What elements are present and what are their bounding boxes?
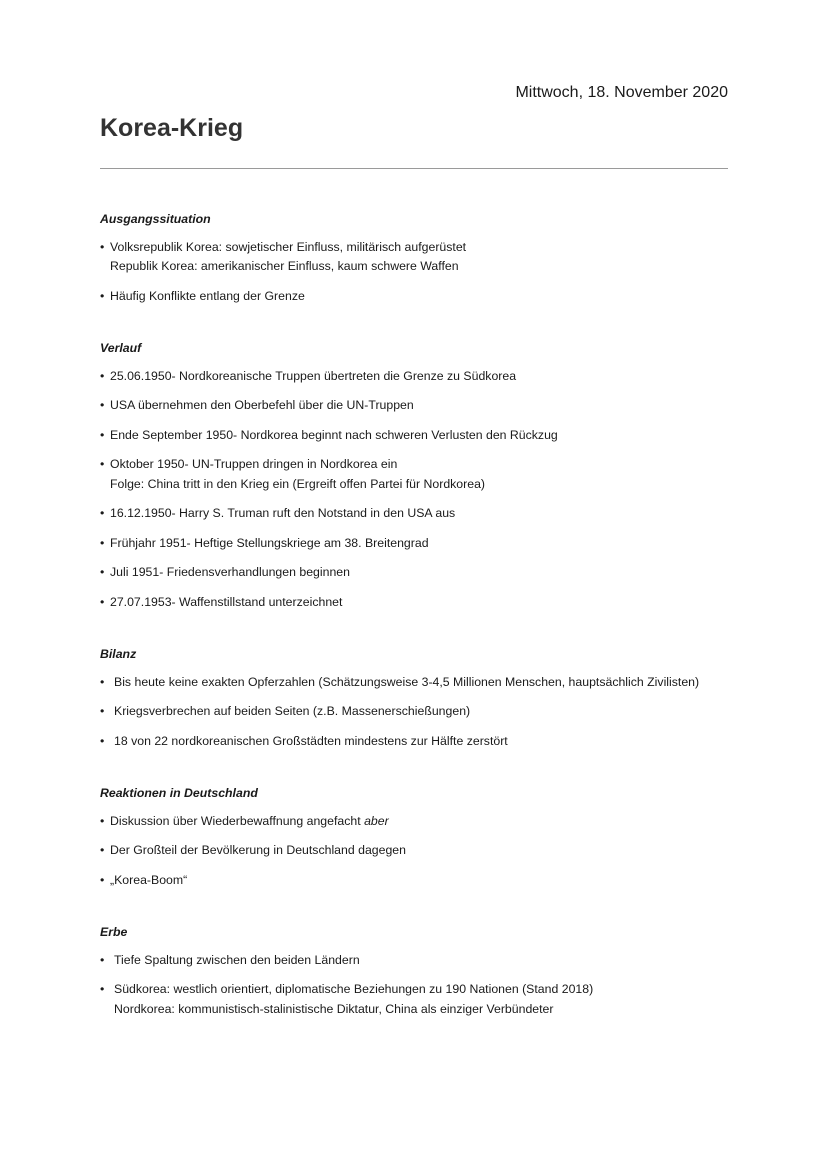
list-item xyxy=(100,673,740,693)
list-item-text: Der Großteil der Bevölkerung in Deutschland dagegen xyxy=(110,843,406,857)
list-item xyxy=(100,563,740,583)
list-item-text: Juli 1951- Friedensverhandlungen beginnen xyxy=(110,565,350,579)
section-verlauf xyxy=(100,339,740,612)
section-heading: Reaktionen in Deutschland xyxy=(100,786,258,800)
bullet-icon: • xyxy=(100,565,105,579)
bullet-icon: • xyxy=(100,674,105,689)
bullet-icon: • xyxy=(100,704,105,718)
bullet-icon: • xyxy=(100,427,105,442)
list-item xyxy=(100,426,740,446)
title-divider xyxy=(100,168,728,169)
list-item xyxy=(100,287,740,307)
list-item xyxy=(100,702,740,722)
list-item xyxy=(100,534,740,554)
section-ausgangssituation xyxy=(100,210,740,306)
list-item-text: 25.06.1950- Nordkoreanische Truppen übertreten die Grenze zu Südkorea xyxy=(110,368,517,383)
list-item-text xyxy=(110,812,740,832)
bullet-icon: • xyxy=(100,535,105,550)
list-item-text-main: Diskussion über Wiederbewaffnung angefacht xyxy=(110,813,361,828)
section-bilanz xyxy=(100,645,740,751)
bullet-icon: • xyxy=(100,733,105,748)
section-heading: Ausgangssituation xyxy=(100,212,211,226)
section-heading: Bilanz xyxy=(100,647,137,661)
document-body xyxy=(100,210,740,1052)
list-item-text-continued: Folge: China tritt in den Krieg ein (Ergreift offen Partei für Nordkorea) xyxy=(110,476,486,491)
list-item-text: USA übernehmen den Oberbefehl über die UN-Truppen xyxy=(110,398,414,412)
bullet-icon: • xyxy=(100,594,105,609)
list-item xyxy=(100,367,740,387)
list-item xyxy=(100,396,740,416)
list-item-text: 27.07.1953- Waffenstillstand unterzeichnet xyxy=(110,594,343,609)
list-item xyxy=(100,871,740,891)
list-item xyxy=(100,841,740,861)
list-item xyxy=(100,455,740,494)
bullet-icon: • xyxy=(100,872,105,887)
list-item-text: Bis heute keine exakten Opferzahlen (Schätzungsweise 3-4,5 Millionen Menschen, hauptsächlich Zivilisten) xyxy=(114,674,700,689)
list-item-text: „Korea-Boom“ xyxy=(110,872,188,887)
list-item xyxy=(100,593,740,613)
list-item-text: 18 von 22 nordkoreanischen Großstädten mindestens zur Hälfte zerstört xyxy=(114,733,508,748)
document-date: Mittwoch, 18. November 2020 xyxy=(515,84,728,101)
list-item-text: Volksrepublik Korea: sowjetischer Einfluss, militärisch aufgerüstet xyxy=(110,239,467,254)
page-title: Korea-Krieg xyxy=(100,114,244,142)
list-item-text: Häufig Konflikte entlang der Grenze xyxy=(110,288,305,303)
list-item-text: 16.12.1950- Harry S. Truman ruft den Notstand in den USA aus xyxy=(110,506,456,520)
bullet-icon: • xyxy=(100,398,105,412)
bullet-icon: • xyxy=(100,813,105,828)
list-item xyxy=(100,504,740,524)
list-item-text: Tiefe Spaltung zwischen den beiden Ländern xyxy=(114,952,360,967)
list-item-text: Oktober 1950- UN-Truppen dringen in Nordkorea ein xyxy=(110,457,398,471)
bullet-icon: • xyxy=(100,368,105,383)
bullet-icon: • xyxy=(100,457,105,471)
bullet-icon: • xyxy=(100,843,105,857)
list-item xyxy=(100,238,740,277)
bullet-icon: • xyxy=(100,506,105,520)
list-item-text: Ende September 1950- Nordkorea beginnt nach schweren Verlusten den Rückzug xyxy=(110,427,558,442)
list-item-text-continued: Nordkorea: kommunistisch-stalinistische Diktatur, China als einziger Verbündeter xyxy=(114,1001,554,1016)
list-item-text: Südkorea: westlich orientiert, diplomatische Beziehungen zu 190 Nationen (Stand 2018) xyxy=(114,982,594,996)
emphasis-text: aber xyxy=(364,813,389,828)
list-item xyxy=(100,980,740,1019)
list-item xyxy=(100,812,740,832)
list-item-text: Kriegsverbrechen auf beiden Seiten (z.B. Massenerschießungen) xyxy=(114,704,471,718)
bullet-icon: • xyxy=(100,288,105,303)
list-item-text-continued: Republik Korea: amerikanischer Einfluss, kaum schwere Waffen xyxy=(110,259,459,273)
list-item xyxy=(100,951,740,971)
section-heading: Verlauf xyxy=(100,341,142,355)
section-erbe xyxy=(100,923,740,1019)
section-reaktionen xyxy=(100,784,740,890)
section-heading: Erbe xyxy=(100,925,128,939)
list-item xyxy=(100,732,740,752)
bullet-icon: • xyxy=(100,982,105,996)
list-item-text: Frühjahr 1951- Heftige Stellungskriege am 38. Breitengrad xyxy=(110,535,429,550)
bullet-icon: • xyxy=(100,239,105,254)
bullet-icon: • xyxy=(100,952,105,967)
